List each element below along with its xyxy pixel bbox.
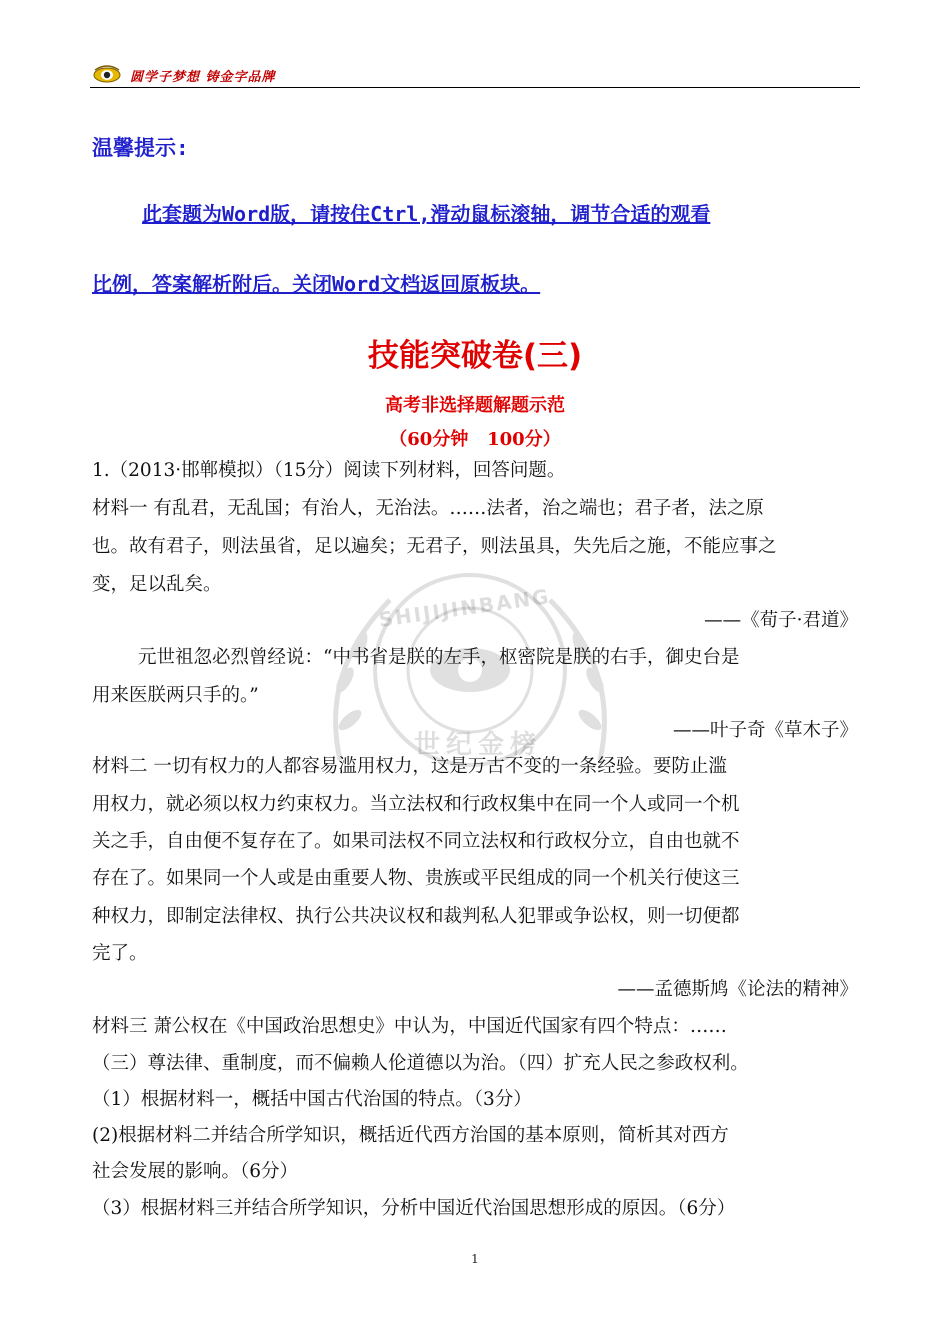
- tip-line-1[interactable]: 此套题为Word版，请按住Ctrl,滑动鼠标滚轴，调节合适的观看: [142, 202, 711, 226]
- material-2-line-1: 材料二 一切有权力的人都容易滥用权力，这是万古不变的一条经验。要防止滥: [92, 756, 727, 777]
- sub-question-2-line-2: 社会发展的影响。（6分）: [92, 1161, 299, 1182]
- material-1b-line-1: 元世祖忽必烈曾经说：“中书省是朕的左手，枢密院是朕的右手，御史台是: [138, 647, 740, 668]
- material-2-line-6: 完了。: [92, 943, 148, 964]
- watermark-cn: 世纪金榜: [414, 730, 543, 760]
- time-score: （60分钟 100分）: [389, 429, 561, 450]
- material-2-line-5: 种权力，即制定法律权、执行公共决议权和裁判私人犯罪或争讼权，则一切便都: [92, 906, 740, 927]
- page-number: 1: [471, 1252, 479, 1266]
- page-header: [90, 62, 860, 90]
- material-2-source: ——孟德斯鸠《论法的精神》: [617, 979, 858, 1000]
- material-2-line-2: 用权力，就必须以权力约束权力。当立法权和行政权集中在同一个人或同一个机: [92, 794, 740, 815]
- header-divider: [90, 87, 860, 88]
- tip-title: 温馨提示:: [92, 136, 189, 160]
- sub-question-1: （1）根据材料一，概括中国古代治国的特点。（3分）: [92, 1089, 532, 1110]
- material-2-line-3: 关之手，自由便不复存在了。如果司法权不同立法权和行政权分立，自由也就不: [92, 831, 740, 852]
- material-1-line-1: 材料一 有乱君，无乱国；有治人，无治法。……法者，治之端也；君子者，法之原: [92, 498, 764, 519]
- material-3-line-2: （三）尊法律、重制度，而不偏赖人伦道德以为治。（四）扩充人民之参政权利。: [92, 1053, 749, 1074]
- header-slogan: 圆学子梦想 铸金字品牌: [130, 70, 276, 85]
- material-1b-line-2: 用来医朕两只手的。”: [92, 685, 259, 706]
- material-3-line-1: 材料三 萧公权在《中国政治思想史》中认为，中国近代国家有四个特点：……: [92, 1016, 727, 1037]
- tip-line-2[interactable]: 比例，答案解析附后。关闭Word文档返回原板块。: [92, 272, 541, 296]
- watermark-text: SHIJIJINBANG: [377, 584, 552, 632]
- page-subtitle: 高考非选择题解题示范: [385, 395, 565, 416]
- material-2-line-4: 存在了。如果同一个人或是由重要人物、贵族或平民组成的同一个机关行使这三: [92, 868, 740, 889]
- question-stem: 1.（2013·邯郸模拟）（15分）阅读下列材料，回答问题。: [92, 460, 566, 481]
- material-1-line-3: 变，足以乱矣。: [92, 574, 222, 595]
- page-title: 技能突破卷(三): [367, 338, 583, 374]
- material-1b-source: ——叶子奇《草木子》: [672, 720, 858, 741]
- sub-question-3: （3）根据材料三并结合所学知识，分析中国近代治国思想形成的原因。（6分）: [92, 1198, 736, 1219]
- logo-icon: [92, 64, 122, 84]
- sub-question-2-line-1: (2)根据材料二并结合所学知识，概括近代西方治国的基本原则，简析其对西方: [92, 1125, 729, 1146]
- material-1-line-2: 也。故有君子，则法虽省，足以遍矣；无君子，则法虽具，失先后之施，不能应事之: [92, 536, 777, 557]
- material-1-source: ——《荀子·君道》: [704, 610, 858, 631]
